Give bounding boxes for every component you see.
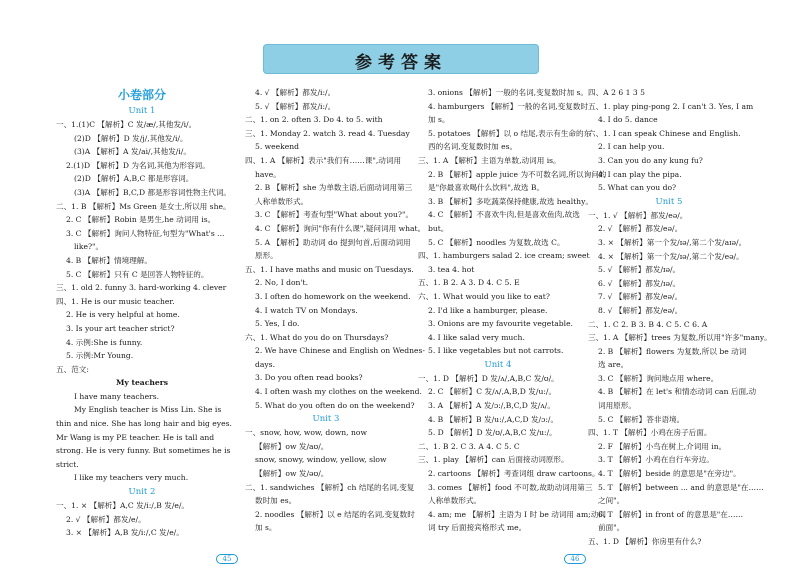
answer-line: 一、1.(1)C 【解析】C 发/æ/,其他发/i/。 [56,120,197,129]
answer-line: 5. 示例:Mr Young. [66,351,134,361]
answer-line: 三、1. play 【解析】can 后面接动词原形。 [418,455,569,465]
answer-line: 二、1. B 2. C 3. A 4. C 5. C [418,441,520,451]
answer-line: 6. √ 【解析】都发/ɪə/。 [598,278,681,288]
answer-line: 2. cartoons 【解析】考查词组 draw cartoons。 [428,469,600,479]
answer-line: 人称单数形式。 [428,496,482,506]
answer-line: 5. C 【解析】只有 C 是回答人物特征的。 [66,269,209,279]
answer-line: 4. B 【解析】在 let's 和情态动词 can 后面,动 [598,387,757,397]
answer-line: 3. Is your art teacher strict? [66,323,175,333]
answer-line: I like my teachers very much. [74,473,189,483]
answer-line: 4. I like salad very much. [428,332,525,342]
page-title: 参考答案 [355,53,447,73]
answer-line: 选 are。 [598,360,629,370]
answer-line: 四、1. T 【解析】小鸡在房子后面。 [588,428,712,438]
answer-line: 5. D 【解析】D 发/ʊ/,A,B,C 发/u:/。 [428,428,557,438]
unit-heading: Unit 4 [484,359,512,370]
answer-line: 3. A 【解析】A 发/ɔ:/,B,C,D 发/ʌ/。 [428,401,555,411]
answer-line: 3. onions 【解析】一般的名词,变复数时加 s。 [428,88,588,97]
unit-heading: Unit 5 [655,196,683,207]
answer-line: 3. B 【解析】多吃蔬菜保持健康,故选 healthy。 [428,196,593,206]
answer-line: 4. B 【解析】B 发/u:/,A,C,D 发/ɔ:/。 [428,414,559,424]
answer-line: 加 s。 [428,115,450,125]
answer-line: 3. × 【解析】A,B 发/i:/,C 发/e/。 [66,528,184,538]
answer-line: 4. √ 【解析】都发/i:/。 [255,88,336,97]
essay-title: My teachers [116,378,168,388]
answer-line: 3. I often do homework on the weekend. [255,291,411,301]
answer-line: 六、1. What do you do on Thursdays? [245,332,389,342]
answer-line: 五、1. D 【解析】你房里有什么? [588,537,702,546]
answer-line: 4. am; me 【解析】主语为 I 时 be 动词用 am;动词 [428,509,606,519]
answer-line: 2. He is very helpful at home. [66,310,180,320]
answer-line: 2. I can help you. [598,142,665,152]
answer-line: 5. I like vegetables but not carrots. [428,346,564,356]
answer-line: My English teacher is Miss Lin. She is [74,405,222,415]
answer-line: strong. He is very funny. But sometimes he is [56,446,231,456]
answer-line: 四、A 2 6 1 3 5 [588,88,645,97]
answer-line: 2. F 【解析】小鸟在树上,介词用 in。 [598,441,727,451]
column-2 [245,86,426,535]
page-number-right: 46 [560,554,590,564]
answer-line: 原形。 [255,251,278,261]
answer-line: I have many teachers. [74,391,160,401]
answer-line: have。 [255,169,281,179]
answer-line: 西的名词,变复数时加 es。 [428,142,518,152]
unit-heading: Unit 2 [128,487,156,498]
answer-line: 5. C 【解析】noodles 为复数,故选 C。 [428,237,565,247]
answer-line: 2. B 【解析】apple juice 为不可数名词,所以询问的 [428,169,607,179]
section-title: 小卷部分 [117,88,166,102]
answer-line: 【解析】ow 发/əʊ/。 [255,469,329,479]
answer-line: (2)D 【解析】A,B,C 都是形容词。 [74,174,194,184]
answer-line: 3. T 【解析】小鸡在自行车旁边。 [598,455,714,465]
answer-line: 3. C 【解析】询问地点用 where。 [598,373,719,383]
answer-line: 4. I do 5. dance [598,115,658,125]
answer-line: (3)A 【解析】B,C,D 都是形容词性物主代词。 [74,187,232,197]
answer-line: 二、1. C 2. B 3. B 4. C 5. C 6. A [588,319,708,329]
answer-line: 5. C 【解析】答非语境。 [598,414,685,424]
answer-line: days. [255,359,275,369]
answer-line: snow, snowy, window, yellow, slow [255,455,387,465]
answer-line: 三、1. old 2. funny 3. hard-working 4. clever [56,283,227,293]
answer-line: 5. Yes, I do. [255,319,300,329]
answer-line: 2. We have Chinese and English on Wednes- [255,346,425,356]
answer-line: 2. C 【解析】Robin 是男生,he 动词用 is。 [66,215,216,225]
answer-line: like?"。 [74,242,104,252]
answer-line: 3. C 【解析】考查句型"What about you?"。 [255,210,414,220]
answer-line: 4. 示例:She is funny. [66,337,143,347]
answer-line: 2. noodles 【解析】以 e 结尾的名词,变复数时 [255,509,415,519]
answer-line: 4. I often wash my clothes on the weekend. [255,387,422,397]
answer-line: 五、1. play ping-pong 2. I can't 3. Yes, I am [588,101,754,111]
unit-heading: Unit 1 [128,106,156,116]
answer-line: 5. T 【解析】between ... and 的意思是"在…… [598,482,764,492]
column-4 [588,86,772,549]
answer-line: 词用原形。 [598,401,636,411]
answer-line: 一、snow, how, wow, down, now [245,428,367,438]
answer-line: 加 s。 [255,523,277,533]
answer-line: but。 [428,223,449,233]
answer-line: 2.(1)D 【解析】D 为名词,其他为形容词。 [66,160,210,170]
answer-line: 2. B 【解析】she 为单数主语,后面动词用第三 [255,183,413,193]
answer-line: 5. potatoes 【解析】以 o 结尾,表示有生命的东 [428,128,592,138]
answer-line: 2. B 【解析】flowers 为复数,所以 be 动词 [598,346,747,356]
answer-line: 二、1. on 2. often 3. Do 4. to 5. with [245,115,383,125]
answer-line: (3)A 【解析】A 发/ai/,其他发/i/。 [74,147,191,157]
answer-line: 四、1. He is our music teacher. [56,296,175,306]
answer-line: strict. [56,459,79,469]
answer-line: 4. C 【解析】询问"你有什么课",疑问词用 what。 [255,223,426,233]
answer-line: 五、1. B 2. A 3. D 4. C 5. E [418,278,520,288]
answer-line: 一、1. D 【解析】D 发/ʌ/,A,B,C 发/ʊ/。 [418,373,559,383]
answer-line: 6. T 【解析】in front of 的意思是"在…… [598,509,744,519]
column-1 [56,86,232,540]
answer-line: 4. hamburgers 【解析】一般的名词,变复数时 [428,101,589,111]
answer-line: 8. √ 【解析】都发/eə/。 [598,305,683,315]
answer-line: 是"你最喜欢喝什么饮料",故选 B。 [428,183,545,193]
answer-line: 5. √ 【解析】都发/ɪə/。 [598,265,681,275]
answer-line: 5. √ 【解析】都发/i:/。 [255,101,336,111]
answer-line: 4. C 【解析】不喜欢牛肉,但是喜欢鱼肉,故选 [428,210,580,220]
answer-line: 2. C 【解析】C 发/ʌ/,A,B,D 发/u:/。 [428,387,557,397]
answer-line: 4. I watch TV on Mondays. [255,305,358,315]
answer-line: 三、1. A 【解析】trees 为复数,所以用"许多"many。 [588,333,772,343]
answer-line: 3. Onions are my favourite vegetable. [428,319,573,329]
answer-line: 五、范文: [56,364,89,374]
answer-line: 5. What do you often do on the weekend? [255,400,415,410]
answer-line: 3. Do you often read books? [255,373,363,383]
answer-line: 2. No, I don't. [255,278,308,288]
title-banner [263,44,539,74]
answer-line: 3. comes 【解析】food 不可数,故助动词用第三 [428,482,593,492]
answer-line: 三、1. Monday 2. watch 3. read 4. Tuesday [245,128,410,138]
answer-line: 3. × 【解析】第一个发/ɪə/,第二个发/aɪə/。 [598,237,747,247]
answer-line: (2)D 【解析】D 发/j/,其他发/i/。 [74,133,188,143]
answer-line: 四、1. hamburgers salad 2. ice cream; sweet [418,251,590,261]
answer-line: 五、1. I have maths and music on Tuesdays. [245,264,414,274]
answer-line: 前面"。 [598,523,625,533]
answer-line: 二、1. B 【解析】Ms Green 是女士,所以用 she。 [56,201,231,211]
answer-line: 六、1. I can speak Chinese and English. [588,128,741,138]
answer-line: 数时加 es。 [255,496,297,506]
answer-line: 4. T 【解析】beside 的意思是"在旁边"。 [598,469,741,479]
answer-line: 人称单数形式。 [255,196,309,206]
page-number-left: 45 [212,554,242,564]
column-3 [418,86,607,535]
answer-line: 2. I'd like a hamburger, please. [428,305,548,315]
answer-line: 之间"。 [598,496,625,506]
answer-line: 【解析】ow 发/aʊ/。 [255,441,329,451]
answer-line: 3. Can you do any kung fu? [598,155,703,165]
answer-line: 2. √ 【解析】都发/eə/。 [598,224,683,234]
answer-line: 2. √ 【解析】都发/e/。 [66,514,146,524]
answer-line: 词 try 后面接宾格形式 me。 [428,523,527,533]
answer-line: 六、1. What would you like to eat? [418,291,550,301]
answer-line: 5. A 【解析】助动词 do 提到句首,后面动词用 [255,237,411,247]
answer-line: 3. C 【解析】询问人物特征,句型为"What's ... [66,228,225,238]
answer-line: 一、1. × 【解析】A,C 发/i:/,B 发/e/。 [56,501,190,511]
answer-line: Mr Wang is my PE teacher. He is tall and [56,432,215,442]
answer-line: 5. What can you do? [598,183,677,193]
answer-line: 4. × 【解析】第一个发/ɪə/,第二个发/eə/。 [598,251,744,261]
answer-line: 四、1. A 【解析】表示"我们有……课",动词用 [245,155,402,165]
answer-line: 7. √ 【解析】都发/eə/。 [598,292,683,302]
answer-line: 一、1. √ 【解析】都发/eə/。 [588,210,688,220]
answer-line: 三、1. A 【解析】主语为单数,动词用 is。 [418,155,561,165]
unit-heading: Unit 3 [312,414,340,425]
answer-line: thin and nice. She has long hair and big eyes. [56,419,232,429]
answer-line: 二、1. sandwiches 【解析】ch 结尾的名词,变复 [245,482,415,492]
answer-line: 3. tea 4. hot [428,264,475,274]
answer-line: 4. B 【解析】情境理解。 [66,255,152,265]
answer-line: 5. weekend [255,142,299,152]
answer-line: 4. I can play the pipa. [598,169,682,179]
